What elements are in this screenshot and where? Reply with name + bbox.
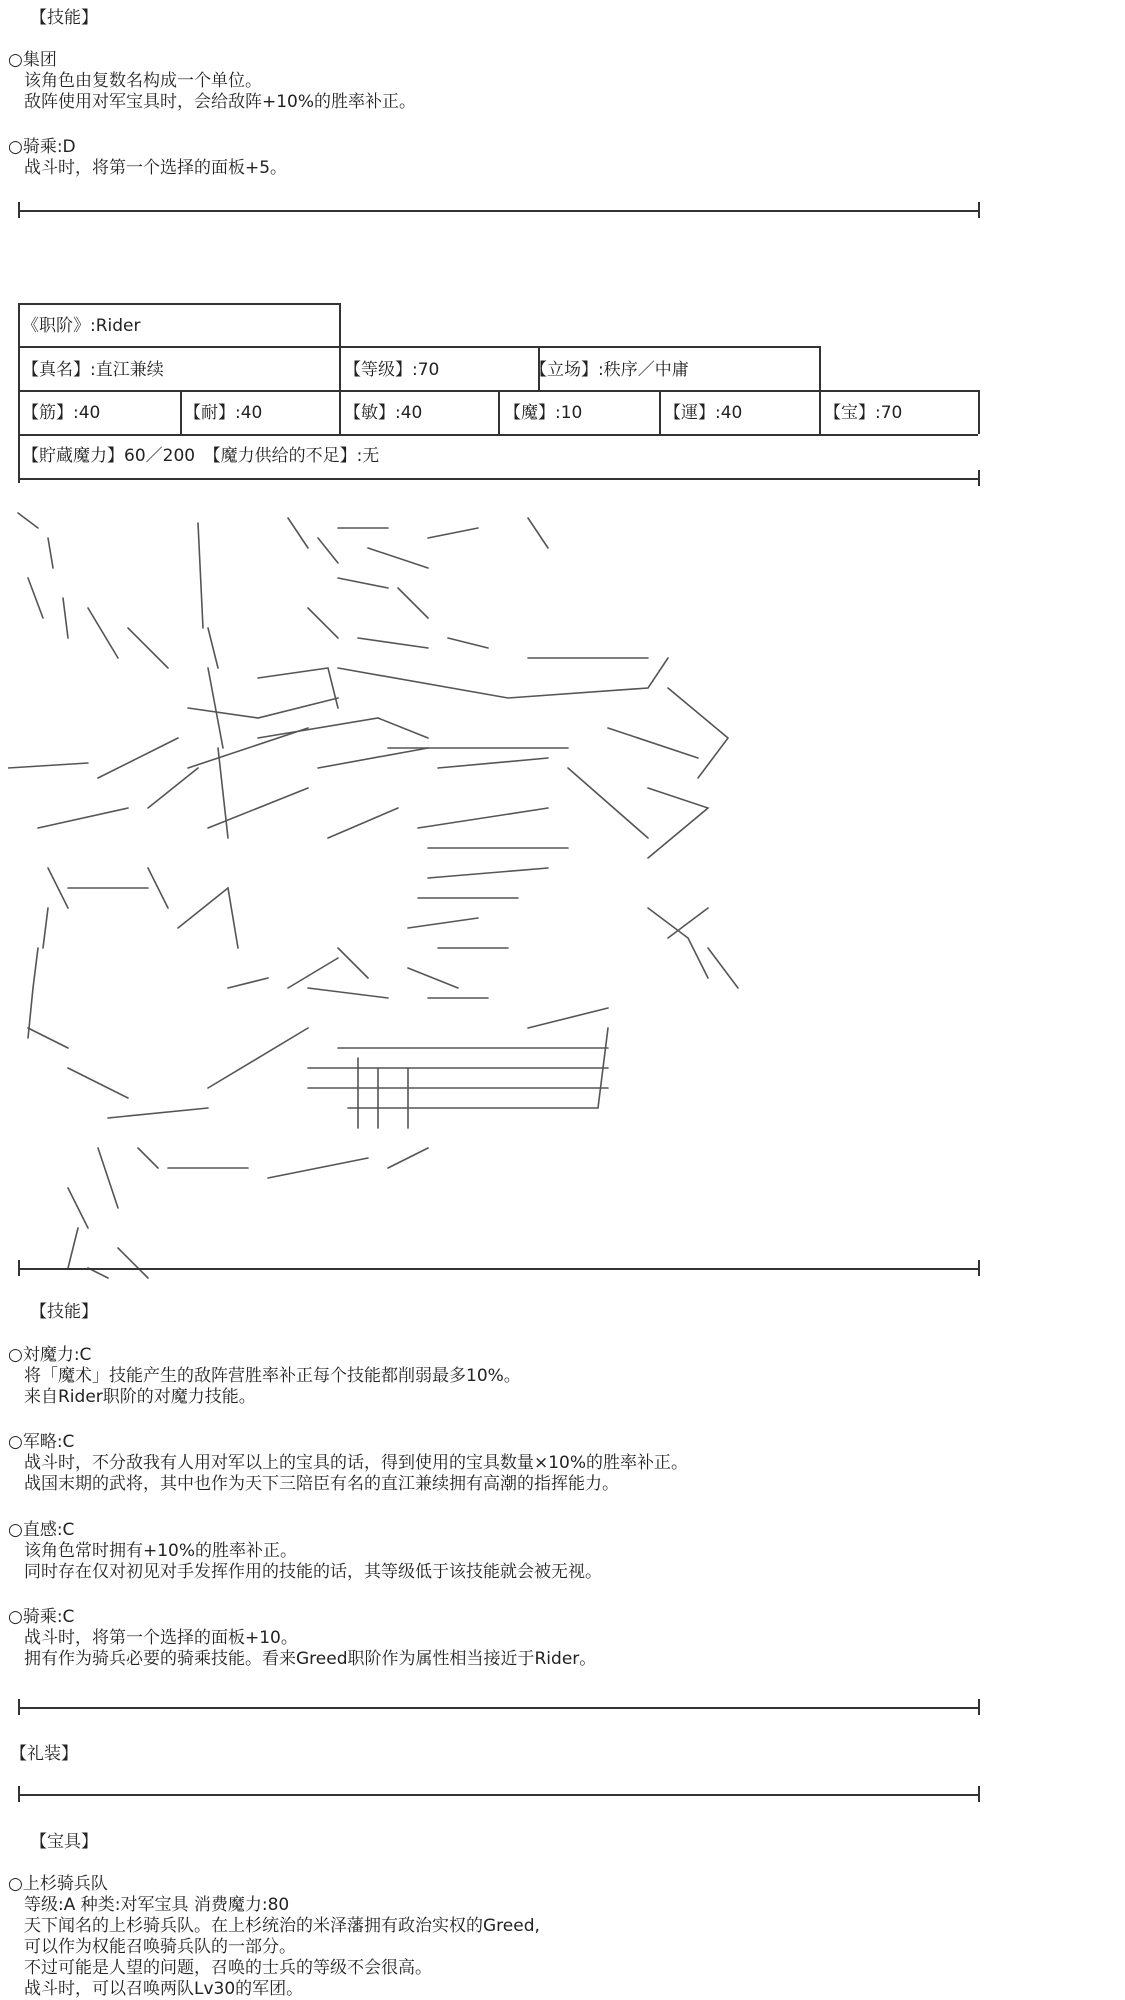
skills-heading: 【技能】 [30,8,98,28]
stat-luck: 【運】:40 [664,403,743,423]
table-line [18,478,978,480]
skill-desc: 战斗时，不分敌我有人用对军以上的宝具的话，得到使用的宝具数量×10%的胜率补正。 [24,1453,689,1473]
table-line [339,390,341,434]
true-name-cell: 【真名】:直江兼续 [22,360,164,380]
table-line [659,390,661,434]
skill-name: ○集团 [8,50,57,70]
divider-tick [18,1786,20,1802]
divider [18,1794,978,1796]
divider-tick [978,1699,980,1715]
np-desc: 等级:A 种类:对军宝具 消费魔力:80 [24,1895,290,1915]
skill-desc: 来自Rider职阶的对魔力技能。 [24,1387,256,1407]
table-line [180,390,182,434]
np-desc: 不过可能是人望的问题，召唤的士兵的等级不会很高。 [24,1958,432,1978]
np-desc: 可以作为权能召唤骑兵队的一部分。 [24,1937,296,1957]
skill-name: ○军略:C [8,1432,75,1452]
skill-name: ○対魔力:C [8,1345,92,1365]
mana-cell: 【貯蔵魔力】60／200 【魔力供给的不足】:无 [22,446,380,466]
divider-tick [978,1786,980,1802]
stat-agi: 【敏】:40 [344,403,423,423]
table-line [978,470,980,486]
skill-desc: 战斗时，将第一个选择的面板+10。 [24,1628,298,1648]
divider-tick [18,202,20,218]
stat-np: 【宝】:70 [824,403,903,423]
skill-desc: 该角色由复数名构成一个单位。 [24,71,262,91]
np-name: ○上杉骑兵队 [8,1874,108,1894]
skill-name: ○骑乘:D [8,137,76,157]
table-line [819,346,821,390]
stat-end: 【耐】:40 [184,403,263,423]
skill-desc: 敌阵使用对军宝具时，会给敌阵+10%的胜率补正。 [24,92,417,112]
np-desc: 天下闻名的上杉骑兵队。在上杉统治的米泽藩拥有政治实权的Greed, [24,1916,540,1936]
divider [18,210,978,212]
skill-name: ○直感:C [8,1520,75,1540]
divider-tick [18,1699,20,1715]
skill-desc: 战斗时，将第一个选择的面板+5。 [24,158,288,178]
divider-tick [978,202,980,218]
table-line [18,434,978,436]
np-heading: 【宝具】 [30,1832,98,1852]
skill-desc: 同时存在仅对初见对手发挥作用的技能的话，其等级低于该技能就会被无视。 [24,1562,602,1582]
table-line [339,346,341,390]
equipment-heading: 【礼装】 [10,1744,78,1764]
divider-tick [978,1260,980,1276]
table-line [18,303,340,305]
skill-desc: 战国末期的武将，其中也作为天下三陪臣有名的直江兼续拥有高潮的指挥能力。 [24,1474,619,1494]
table-line [978,390,980,434]
table-line [339,303,341,347]
divider [18,1268,978,1270]
level-cell: 【等级】:70 [344,360,440,380]
stat-mag: 【魔】:10 [504,403,583,423]
divider [18,1707,978,1709]
table-line [18,346,820,348]
skills-heading: 【技能】 [30,1302,98,1322]
skill-desc: 将「魔术」技能产生的敌阵营胜率补正每个技能都削弱最多10%。 [24,1366,521,1386]
skill-desc: 拥有作为骑兵必要的骑乘技能。看来Greed职阶作为属性相当接近于Rider。 [24,1649,597,1669]
table-line [498,390,500,434]
stat-str: 【筋】:40 [22,403,101,423]
table-line [819,390,821,434]
np-desc: 战斗时，可以召唤两队Lv30的军团。 [24,1979,304,1999]
character-ascii-art [8,508,1088,1288]
divider-tick [18,1260,20,1276]
class-cell: 《职阶》:Rider [22,316,141,336]
table-line [18,303,20,483]
skill-name: ○骑乘:C [8,1607,75,1627]
skill-desc: 该角色常时拥有+10%的胜率补正。 [24,1541,298,1561]
alignment-cell: 【立场】:秩序／中庸 [530,360,689,380]
